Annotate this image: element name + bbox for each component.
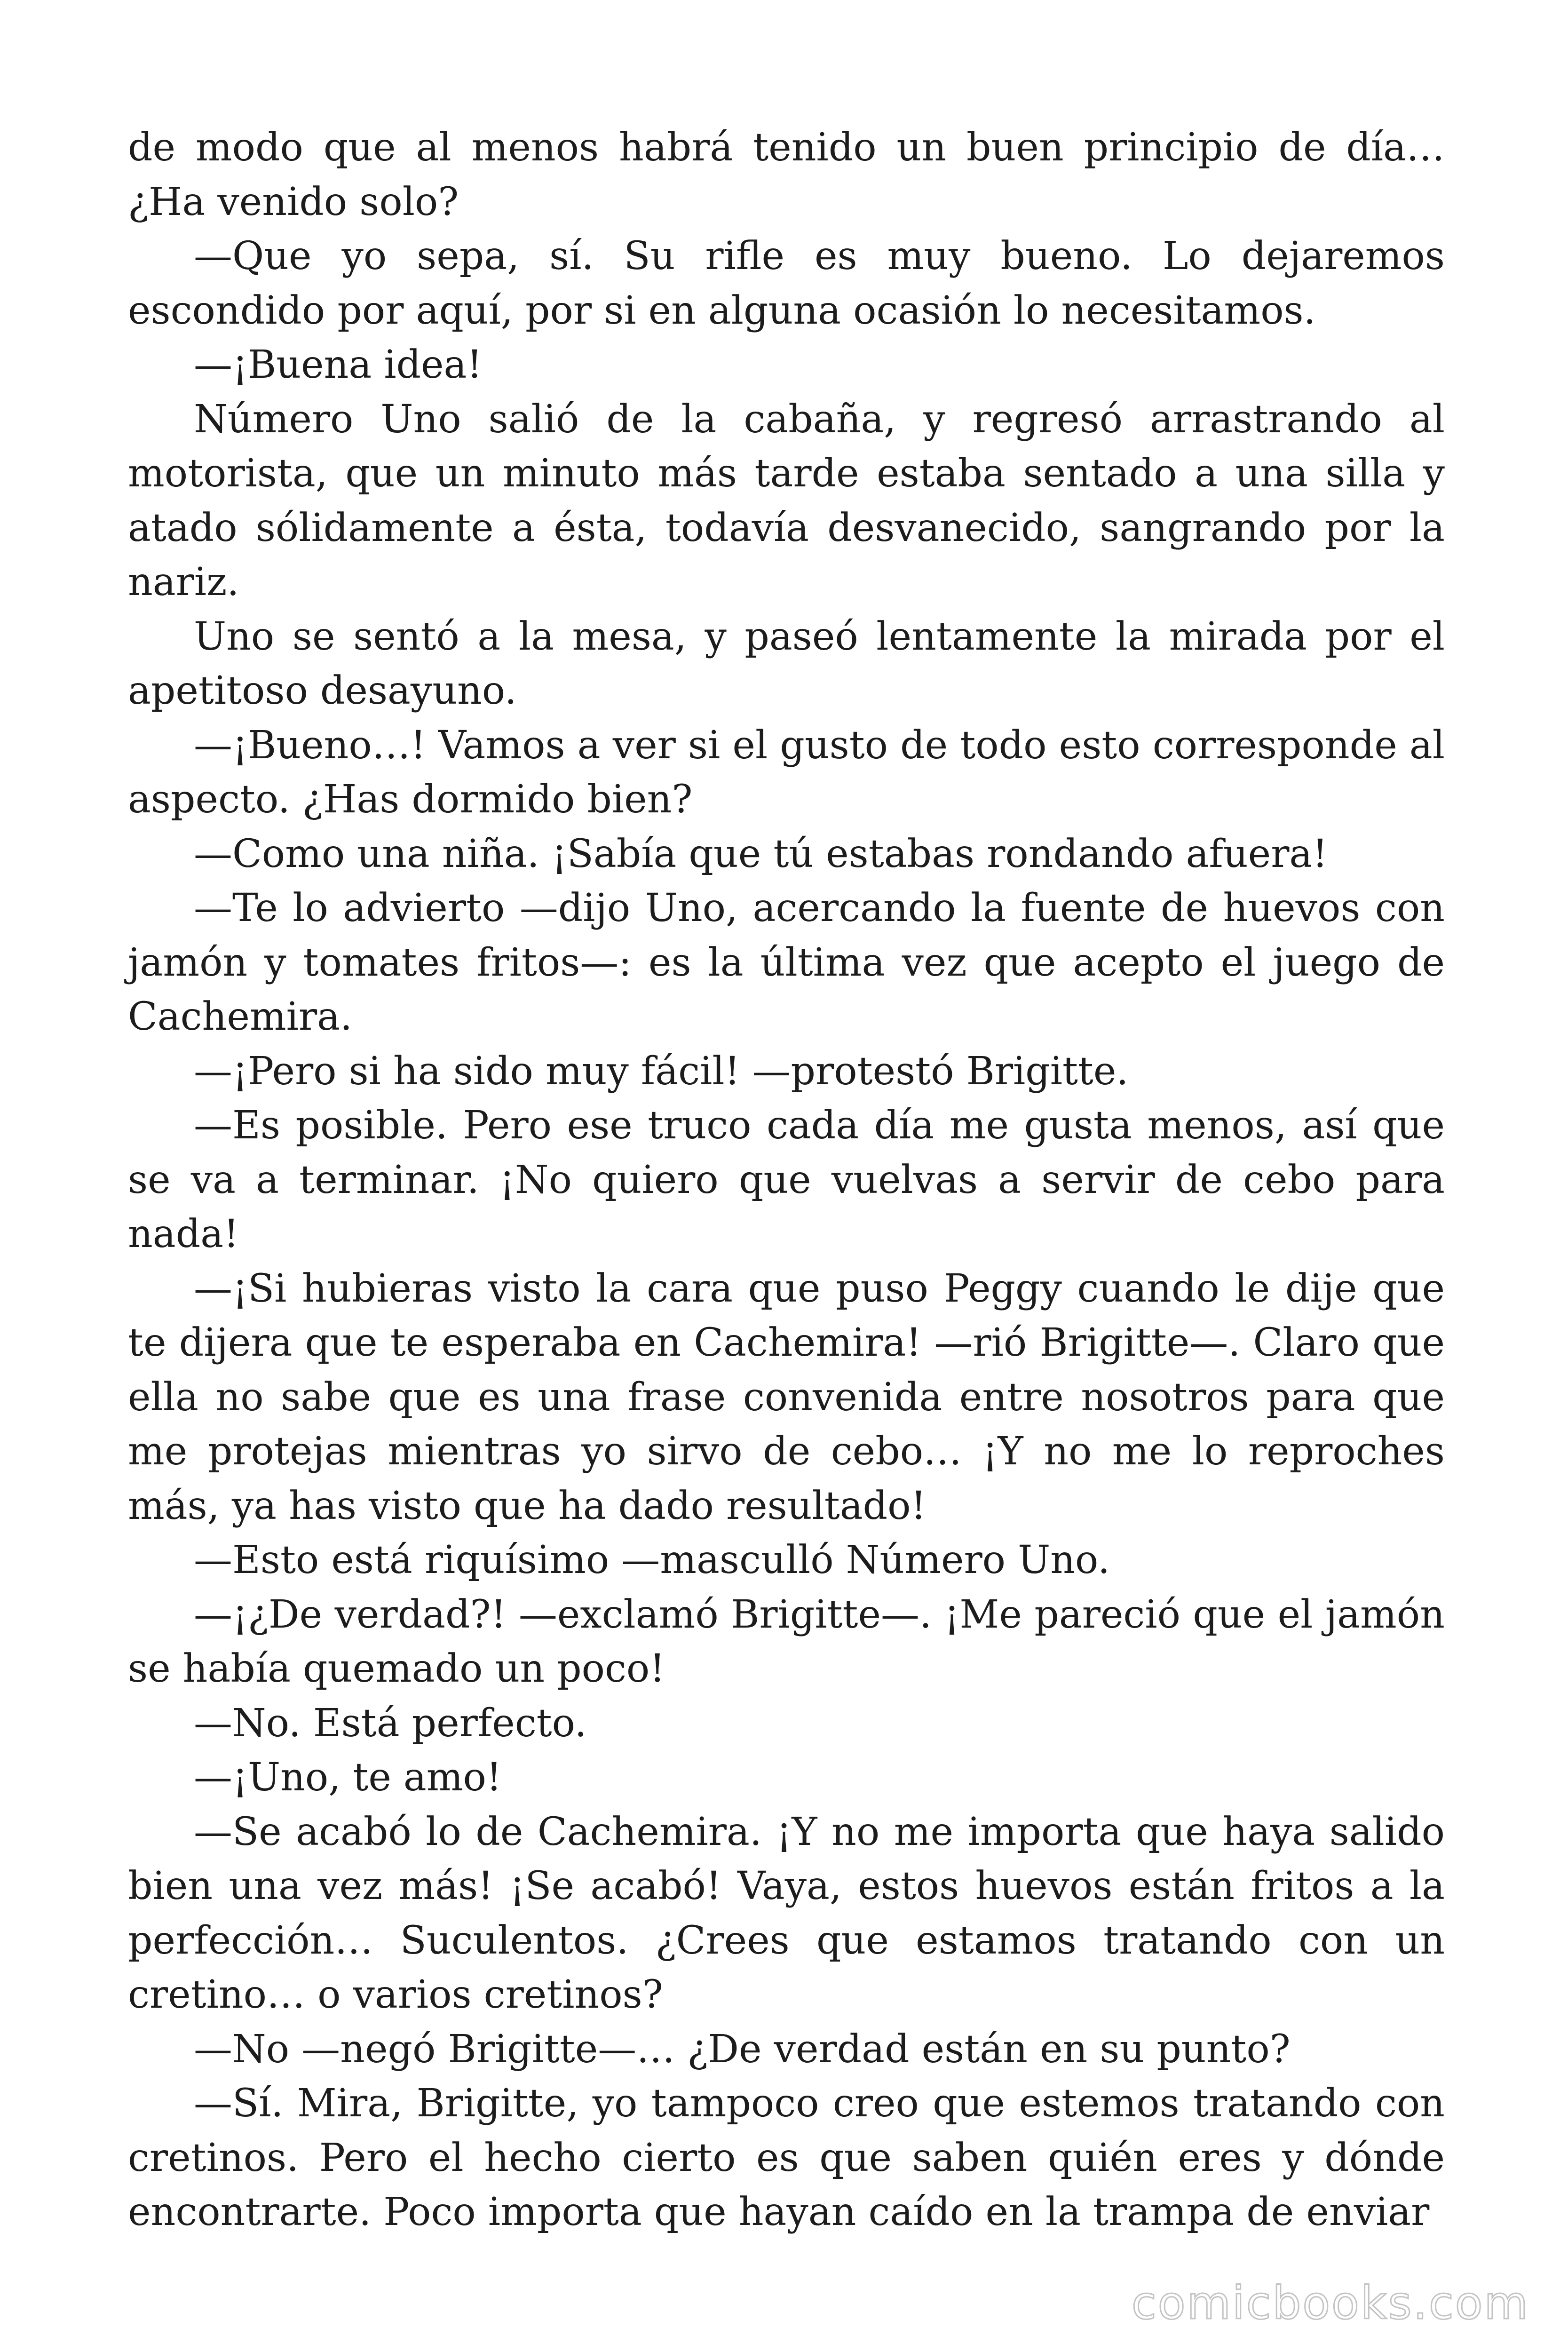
paragraph-4: Número Uno salió de la cabaña, y regresó arrastrando al motorista, que un minuto más tarde estaba sentado a una silla y atado sólidamente a ésta, todavía desvanecido, sangrando por la nariz. bbox=[128, 397, 1445, 604]
paragraph-17: —No —negó Brigitte—… ¿De verdad están en su punto? bbox=[194, 2026, 1291, 2072]
paragraph-7: —Como una niña. ¡Sabía que tú estabas rondando afuera! bbox=[194, 831, 1328, 876]
paragraph-11: —¡Si hubieras visto la cara que puso Peggy cuando le dije que te dijera que te esperaba en Cachemira! —rió Brigitte—. Claro que ella no sabe que es una frase convenida entre nosotros para que me protejas mientras yo sirvo de cebo… ¡Y no me lo reproches más, ya has visto que ha dado resultado! bbox=[128, 1266, 1445, 1528]
book-page-text bbox=[128, 120, 1445, 2240]
paragraph-13: —¡¿De verdad?! —exclamó Brigitte—. ¡Me pareció que el jamón se había quemado un poco! bbox=[128, 1592, 1445, 1691]
paragraph-16: —Se acabó lo de Cachemira. ¡Y no me importa que haya salido bien una vez más! ¡Se acabó! Vaya, estos huevos están fritos a la perfección… Suculentos. ¿Crees que estamos tratando con un cretino… o varios cretinos? bbox=[128, 1809, 1445, 2017]
paragraph-14: —No. Está perfecto. bbox=[194, 1700, 587, 1746]
paragraph-15: —¡Uno, te amo! bbox=[194, 1755, 502, 1800]
paragraph-12: —Esto está riquísimo —masculló Número Uno. bbox=[194, 1538, 1110, 1582]
paragraph-10: —Es posible. Pero ese truco cada día me gusta menos, así que se va a terminar. ¡No quiero que vuelvas a servir de cebo para nada! bbox=[128, 1103, 1445, 1256]
paragraph-1: de modo que al menos habrá tenido un buen principio de día… ¿Ha venido solo? bbox=[128, 125, 1445, 224]
paragraph-5: Uno se sentó a la mesa, y paseó lentamente la mirada por el apetitoso desayuno. bbox=[128, 614, 1445, 713]
paragraph-8: —Te lo advierto —dijo Uno, acercando la fuente de huevos con jamón y tomates fritos—: es la última vez que acepto el juego de Cachemira. bbox=[128, 886, 1445, 1039]
paragraph-6: —¡Bueno…! Vamos a ver si el gusto de todo esto corresponde al aspecto. ¿Has dormido bien? bbox=[128, 723, 1445, 822]
paragraph-18: —Sí. Mira, Brigitte, yo tampoco creo que estemos tratando con cretinos. Pero el hecho cierto es que saben quién eres y dónde encontrarte. Poco importa que hayan caído en la trampa de enviar bbox=[128, 2081, 1445, 2234]
paragraph-9: —¡Pero si ha sido muy fácil! —protestó Brigitte. bbox=[194, 1049, 1129, 1094]
watermark-text: comicbooks.com bbox=[1131, 2277, 1529, 2329]
paragraph-3: —¡Buena idea! bbox=[194, 342, 483, 387]
paragraph-2: —Que yo sepa, sí. Su rifle es muy bueno. Lo dejaremos escondido por aquí, por si en alguna ocasión lo necesitamos. bbox=[128, 234, 1445, 333]
